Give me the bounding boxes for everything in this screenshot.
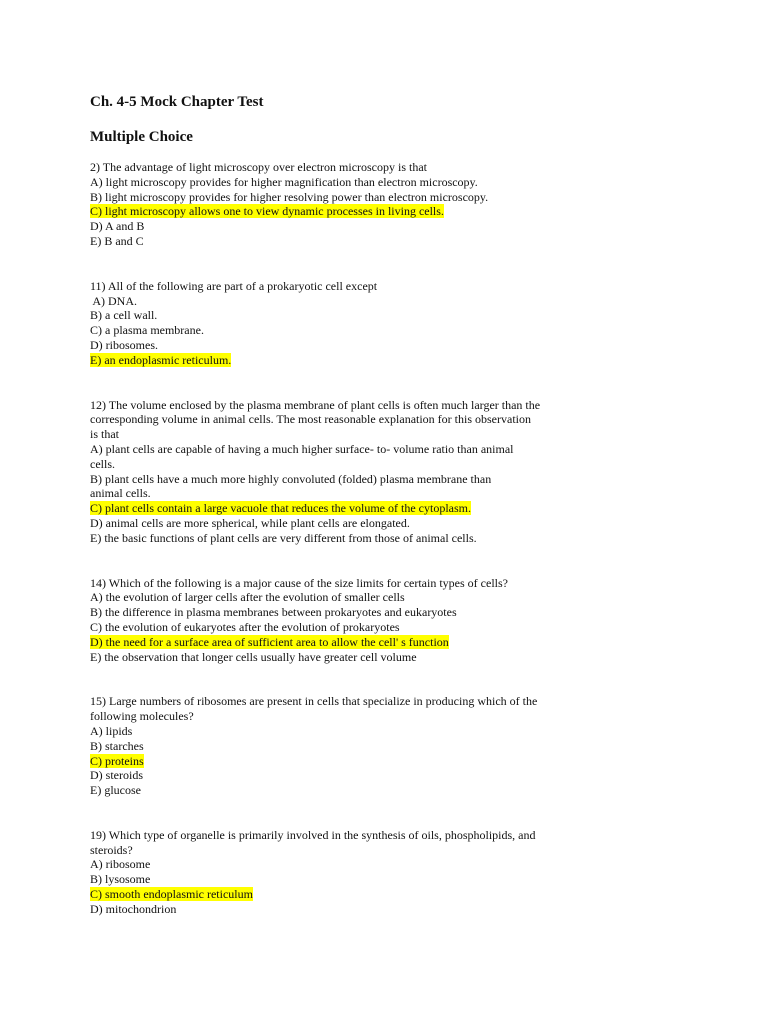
answer-option-a: A) lipids	[90, 723, 133, 738]
question-stem-continued: corresponding volume in animal cells. The most reasonable explanation for this observation	[90, 412, 531, 427]
answer-option-a: A) the evolution of larger cells after the evolution of smaller cells	[90, 590, 405, 605]
section-heading: Multiple Choice	[90, 129, 193, 145]
answer-option-b: B) the difference in plasma membranes between prokaryotes and eukaryotes	[90, 605, 457, 620]
question-14	[90, 576, 710, 665]
question-19	[90, 828, 710, 917]
answer-option-c: C) a plasma membrane.	[90, 323, 204, 338]
answer-option-b: B) lysosome	[90, 872, 151, 887]
question-stem: 19) Which type of organelle is primarily involved in the synthesis of oils, phospholipids, and	[90, 827, 536, 842]
answer-option-a: A) DNA.	[90, 293, 137, 308]
highlighted-answer-d: D) the need for a surface area of sufficient area to allow the cell' s function	[90, 634, 449, 649]
question-stem-continued: following molecules?	[90, 709, 194, 724]
answer-option-a-continued: cells.	[90, 456, 115, 471]
answer-option-d: D) animal cells are more spherical, while plant cells are elongated.	[90, 515, 410, 530]
highlighted-answer-c: C) proteins	[90, 753, 144, 768]
answer-option-e: E) B and C	[90, 233, 144, 248]
answer-option-a: A) ribosome	[90, 857, 151, 872]
question-stem: 2) The advantage of light microscopy over electron microscopy is that	[90, 160, 428, 174]
document-title: Ch. 4-5 Mock Chapter Test	[90, 94, 264, 110]
answer-option-e: E) the basic functions of plant cells are very different from those of animal cells.	[90, 530, 477, 545]
answer-option-b: B) light microscopy provides for higher resolving power than electron microscopy.	[90, 189, 489, 204]
question-stem: 12) The volume enclosed by the plasma membrane of plant cells is often much larger than the	[90, 397, 541, 412]
highlighted-answer-c: C) light microscopy allows one to view dynamic processes in living cells.	[90, 204, 444, 219]
answer-option-b: B) plant cells have a much more highly convoluted (folded) plasma membrane than	[90, 471, 492, 486]
answer-option-c: C) the evolution of eukaryotes after the evolution of prokaryotes	[90, 619, 400, 634]
answer-option-d: D) ribosomes.	[90, 337, 158, 352]
question-stem: 15) Large numbers of ribosomes are present in cells that specialize in producing which of the	[90, 694, 538, 709]
question-15	[90, 694, 710, 798]
answer-option-b: B) a cell wall.	[90, 308, 158, 323]
answer-option-d: D) A and B	[90, 219, 145, 234]
answer-option-d: D) mitochondrion	[90, 901, 177, 916]
answer-option-e: E) glucose	[90, 783, 141, 798]
highlighted-answer-c: C) plant cells contain a large vacuole that reduces the volume of the cytoplasm.	[90, 501, 471, 516]
answer-option-b: B) starches	[90, 738, 144, 753]
question-11	[90, 279, 710, 368]
answer-option-e: E) the observation that longer cells usually have greater cell volume	[90, 649, 417, 664]
answer-option-b-continued: animal cells.	[90, 486, 151, 501]
highlighted-answer-c: C) smooth endoplasmic reticulum	[90, 887, 253, 902]
question-stem-continued: is that	[90, 427, 119, 442]
answer-option-a: A) plant cells are capable of having a much higher surface- to- volume ratio than animal	[90, 441, 514, 456]
question-12	[90, 398, 710, 546]
question-stem-continued: steroids?	[90, 842, 133, 857]
document-page	[90, 92, 710, 917]
answer-option-d: D) steroids	[90, 768, 143, 783]
question-stem: 11) All of the following are part of a prokaryotic cell except	[90, 278, 378, 293]
question-2	[90, 160, 710, 249]
question-stem: 14) Which of the following is a major cause of the size limits for certain types of cells?	[90, 575, 508, 590]
answer-option-a: A) light microscopy provides for higher magnification than electron microscopy.	[90, 174, 478, 189]
highlighted-answer-e: E) an endoplasmic reticulum.	[90, 352, 232, 367]
